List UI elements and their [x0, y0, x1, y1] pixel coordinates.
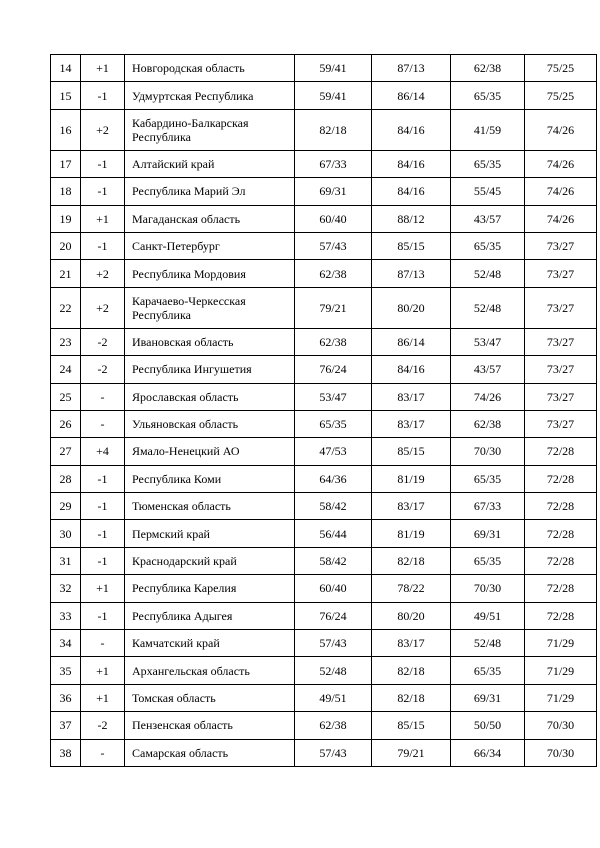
ratio-col3-cell: 62/38: [451, 55, 525, 82]
ratio-col2-cell: 84/16: [372, 150, 451, 177]
ratio-col2-cell: 85/15: [372, 712, 451, 739]
table-row: [51, 684, 597, 711]
rank-change-cell: -: [81, 383, 125, 410]
ratio-col1-cell: 57/43: [295, 630, 372, 657]
region-name-cell: Камчатский край: [125, 630, 295, 657]
ratio-col1-cell: 59/41: [295, 55, 372, 82]
rank-cell: 18: [51, 178, 81, 205]
rank-change-cell: -: [81, 739, 125, 766]
table-row: [51, 493, 597, 520]
rank-cell: 20: [51, 232, 81, 259]
region-name-cell: Пермский край: [125, 520, 295, 547]
ratio-col3-cell: 66/34: [451, 739, 525, 766]
ratio-col3-cell: 43/57: [451, 356, 525, 383]
table-row: [51, 630, 597, 657]
rank-cell: 14: [51, 55, 81, 82]
table-row: [51, 465, 597, 492]
rank-cell: 36: [51, 684, 81, 711]
ratio-col3-cell: 65/35: [451, 232, 525, 259]
region-name-cell: Тюменская область: [125, 493, 295, 520]
rank-change-cell: -1: [81, 520, 125, 547]
ratio-col4-cell: 72/28: [525, 575, 597, 602]
ratio-col4-cell: 72/28: [525, 520, 597, 547]
ratio-col2-cell: 87/13: [372, 55, 451, 82]
ratio-col1-cell: 67/33: [295, 150, 372, 177]
ratio-col4-cell: 72/28: [525, 493, 597, 520]
region-name-cell: Архангельская область: [125, 657, 295, 684]
table-row: [51, 178, 597, 205]
ratio-col4-cell: 71/29: [525, 657, 597, 684]
ratio-col1-cell: 49/51: [295, 684, 372, 711]
ratio-col3-cell: 65/35: [451, 150, 525, 177]
ratio-col1-cell: 52/48: [295, 657, 372, 684]
rank-change-cell: -1: [81, 465, 125, 492]
ratio-col1-cell: 62/38: [295, 712, 372, 739]
ratio-col2-cell: 86/14: [372, 328, 451, 355]
ratio-col1-cell: 79/21: [295, 287, 372, 328]
ratio-col2-cell: 81/19: [372, 465, 451, 492]
ratio-col3-cell: 62/38: [451, 410, 525, 437]
ratio-col1-cell: 60/40: [295, 575, 372, 602]
rank-cell: 30: [51, 520, 81, 547]
rank-cell: 21: [51, 260, 81, 287]
ratio-col3-cell: 65/35: [451, 657, 525, 684]
ratio-col1-cell: 47/53: [295, 438, 372, 465]
region-name-cell: Магаданская область: [125, 205, 295, 232]
ratio-col4-cell: 72/28: [525, 438, 597, 465]
ratio-col2-cell: 84/16: [372, 109, 451, 150]
ratio-col2-cell: 85/15: [372, 232, 451, 259]
ratio-col2-cell: 82/18: [372, 657, 451, 684]
rank-cell: 31: [51, 547, 81, 574]
ratio-col3-cell: 52/48: [451, 287, 525, 328]
ratio-col3-cell: 50/50: [451, 712, 525, 739]
ratio-col2-cell: 79/21: [372, 739, 451, 766]
ratio-col3-cell: 55/45: [451, 178, 525, 205]
ratio-col4-cell: 73/27: [525, 383, 597, 410]
ratio-col3-cell: 52/48: [451, 630, 525, 657]
table-row: [51, 287, 597, 328]
region-ranking-table: [50, 54, 597, 767]
ratio-col2-cell: 84/16: [372, 178, 451, 205]
table-row: [51, 520, 597, 547]
table-row: [51, 328, 597, 355]
rank-cell: 23: [51, 328, 81, 355]
ratio-col4-cell: 71/29: [525, 684, 597, 711]
rank-change-cell: +4: [81, 438, 125, 465]
rank-change-cell: -: [81, 410, 125, 437]
ratio-col1-cell: 58/42: [295, 493, 372, 520]
rank-cell: 24: [51, 356, 81, 383]
ratio-col2-cell: 86/14: [372, 82, 451, 109]
ratio-col4-cell: 73/27: [525, 287, 597, 328]
ratio-col2-cell: 80/20: [372, 287, 451, 328]
rank-change-cell: -2: [81, 328, 125, 355]
ratio-col2-cell: 80/20: [372, 602, 451, 629]
table-row: [51, 356, 597, 383]
region-name-cell: Самарская область: [125, 739, 295, 766]
table-row: [51, 109, 597, 150]
ratio-col4-cell: 72/28: [525, 602, 597, 629]
ratio-col3-cell: 41/59: [451, 109, 525, 150]
ratio-col4-cell: 70/30: [525, 739, 597, 766]
region-name-cell: Ивановская область: [125, 328, 295, 355]
rank-cell: 19: [51, 205, 81, 232]
region-name-cell: Алтайский край: [125, 150, 295, 177]
table-row: [51, 150, 597, 177]
table-row: [51, 712, 597, 739]
rank-change-cell: -1: [81, 150, 125, 177]
ratio-col3-cell: 69/31: [451, 520, 525, 547]
region-name-cell: Санкт-Петербург: [125, 232, 295, 259]
region-name-cell: Республика Коми: [125, 465, 295, 492]
rank-cell: 26: [51, 410, 81, 437]
table-row: [51, 438, 597, 465]
table-row: [51, 232, 597, 259]
rank-cell: 17: [51, 150, 81, 177]
ratio-col1-cell: 62/38: [295, 328, 372, 355]
region-name-cell: Удмуртская Республика: [125, 82, 295, 109]
table-row: [51, 547, 597, 574]
ratio-col1-cell: 59/41: [295, 82, 372, 109]
ratio-col4-cell: 74/26: [525, 109, 597, 150]
ratio-col3-cell: 65/35: [451, 465, 525, 492]
rank-change-cell: +1: [81, 575, 125, 602]
ratio-col4-cell: 71/29: [525, 630, 597, 657]
ratio-col2-cell: 82/18: [372, 684, 451, 711]
ratio-col2-cell: 83/17: [372, 630, 451, 657]
rank-cell: 33: [51, 602, 81, 629]
region-name-cell: Ямало-Ненецкий АО: [125, 438, 295, 465]
ratio-col1-cell: 64/36: [295, 465, 372, 492]
table-row: [51, 657, 597, 684]
region-name-cell: Кабардино-Балкарская Республика: [125, 109, 295, 150]
region-name-cell: Томская область: [125, 684, 295, 711]
ratio-col4-cell: 73/27: [525, 356, 597, 383]
table-row: [51, 260, 597, 287]
ratio-col3-cell: 69/31: [451, 684, 525, 711]
rank-change-cell: -1: [81, 82, 125, 109]
region-name-cell: Республика Карелия: [125, 575, 295, 602]
ratio-col4-cell: 72/28: [525, 547, 597, 574]
rank-cell: 15: [51, 82, 81, 109]
rank-change-cell: -2: [81, 356, 125, 383]
region-name-cell: Краснодарский край: [125, 547, 295, 574]
ratio-col4-cell: 73/27: [525, 232, 597, 259]
ratio-col1-cell: 62/38: [295, 260, 372, 287]
rank-cell: 28: [51, 465, 81, 492]
rank-cell: 27: [51, 438, 81, 465]
ratio-col1-cell: 76/24: [295, 356, 372, 383]
table-row: [51, 410, 597, 437]
rank-change-cell: +2: [81, 260, 125, 287]
region-name-cell: Ульяновская область: [125, 410, 295, 437]
table-row: [51, 55, 597, 82]
rank-cell: 38: [51, 739, 81, 766]
ratio-col3-cell: 70/30: [451, 575, 525, 602]
rank-change-cell: -1: [81, 178, 125, 205]
ratio-col3-cell: 65/35: [451, 547, 525, 574]
rank-change-cell: +1: [81, 684, 125, 711]
ratio-col1-cell: 82/18: [295, 109, 372, 150]
region-name-cell: Республика Адыгея: [125, 602, 295, 629]
ratio-col1-cell: 60/40: [295, 205, 372, 232]
ratio-col4-cell: 73/27: [525, 328, 597, 355]
rank-cell: 35: [51, 657, 81, 684]
ratio-col1-cell: 53/47: [295, 383, 372, 410]
rank-cell: 34: [51, 630, 81, 657]
ratio-col1-cell: 57/43: [295, 232, 372, 259]
ratio-col3-cell: 65/35: [451, 82, 525, 109]
rank-change-cell: -2: [81, 712, 125, 739]
ratio-col4-cell: 72/28: [525, 465, 597, 492]
ratio-col1-cell: 57/43: [295, 739, 372, 766]
ratio-col2-cell: 83/17: [372, 383, 451, 410]
ratio-col3-cell: 53/47: [451, 328, 525, 355]
ratio-col1-cell: 58/42: [295, 547, 372, 574]
table-row: [51, 602, 597, 629]
ratio-col2-cell: 87/13: [372, 260, 451, 287]
rank-cell: 16: [51, 109, 81, 150]
ratio-col4-cell: 75/25: [525, 55, 597, 82]
table-body: [51, 55, 597, 767]
ratio-col1-cell: 65/35: [295, 410, 372, 437]
region-name-cell: Карачаево-Черкесская Республика: [125, 287, 295, 328]
ratio-col4-cell: 74/26: [525, 150, 597, 177]
region-name-cell: Республика Ингушетия: [125, 356, 295, 383]
ratio-col3-cell: 67/33: [451, 493, 525, 520]
rank-change-cell: -: [81, 630, 125, 657]
rank-change-cell: +2: [81, 109, 125, 150]
table-row: [51, 82, 597, 109]
ratio-col2-cell: 83/17: [372, 410, 451, 437]
rank-cell: 37: [51, 712, 81, 739]
ratio-col4-cell: 75/25: [525, 82, 597, 109]
ratio-col4-cell: 74/26: [525, 178, 597, 205]
region-name-cell: Ярославская область: [125, 383, 295, 410]
region-name-cell: Республика Марий Эл: [125, 178, 295, 205]
rank-change-cell: -1: [81, 493, 125, 520]
ratio-col2-cell: 82/18: [372, 547, 451, 574]
ratio-col1-cell: 69/31: [295, 178, 372, 205]
region-name-cell: Республика Мордовия: [125, 260, 295, 287]
ratio-col2-cell: 81/19: [372, 520, 451, 547]
region-name-cell: Пензенская область: [125, 712, 295, 739]
region-name-cell: Новгородская область: [125, 55, 295, 82]
ratio-col1-cell: 76/24: [295, 602, 372, 629]
table-row: [51, 383, 597, 410]
ratio-col2-cell: 78/22: [372, 575, 451, 602]
ratio-col3-cell: 70/30: [451, 438, 525, 465]
ratio-col2-cell: 83/17: [372, 493, 451, 520]
ratio-col4-cell: 74/26: [525, 205, 597, 232]
ratio-col2-cell: 84/16: [372, 356, 451, 383]
table-row: [51, 739, 597, 766]
rank-cell: 25: [51, 383, 81, 410]
ratio-col4-cell: 70/30: [525, 712, 597, 739]
ratio-col4-cell: 73/27: [525, 260, 597, 287]
ratio-col2-cell: 88/12: [372, 205, 451, 232]
rank-change-cell: -1: [81, 232, 125, 259]
rank-change-cell: -1: [81, 602, 125, 629]
table-row: [51, 575, 597, 602]
ratio-col3-cell: 74/26: [451, 383, 525, 410]
rank-cell: 32: [51, 575, 81, 602]
ratio-col3-cell: 43/57: [451, 205, 525, 232]
rank-change-cell: -1: [81, 547, 125, 574]
rank-change-cell: +2: [81, 287, 125, 328]
rank-cell: 29: [51, 493, 81, 520]
rank-change-cell: +1: [81, 657, 125, 684]
rank-change-cell: +1: [81, 55, 125, 82]
ratio-col3-cell: 49/51: [451, 602, 525, 629]
ratio-col4-cell: 73/27: [525, 410, 597, 437]
rank-change-cell: +1: [81, 205, 125, 232]
rank-cell: 22: [51, 287, 81, 328]
table-row: [51, 205, 597, 232]
ratio-col2-cell: 85/15: [372, 438, 451, 465]
ratio-col1-cell: 56/44: [295, 520, 372, 547]
ratio-col3-cell: 52/48: [451, 260, 525, 287]
